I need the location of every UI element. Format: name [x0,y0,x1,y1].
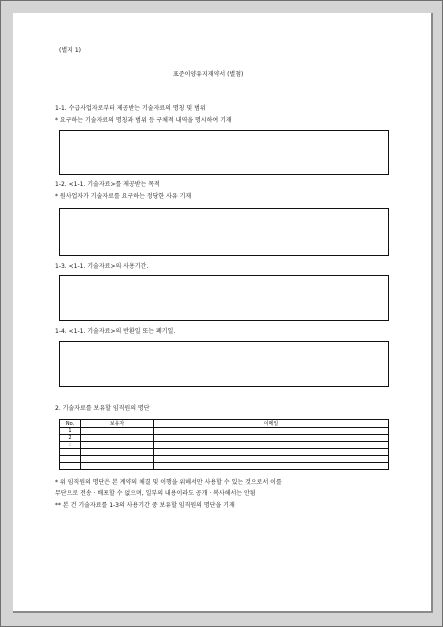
footnote-2: ** 본 건 기술자료를 1-3의 사용기간 중 보유할 임직원의 명단을 기재 [55,502,235,509]
section-1-1-heading: 1-1. 수급사업자로부터 제공받는 기술자료의 명칭 및 범위 [55,105,206,112]
section-1-1-input-box[interactable] [59,130,389,175]
table-row [60,463,389,470]
section-1-4-input-box[interactable] [59,341,389,387]
section-1-3-heading: 1-3. <1-1. 기술자료>의 사용기간. [55,263,149,270]
footnote-1-line-1: * 위 임직원의 명단은 본 계약의 체결 및 이행을 위해서만 사용할 수 있는 것으로서 이를 [55,479,282,486]
section-1-4-heading: 1-4. <1-1. 기술자료>의 반환일 또는 폐기일. [55,328,176,335]
table-cell-holder[interactable] [81,456,154,463]
section-1-2-heading: 1-2. <1-1. 기술자료>를 제공받는 목적 [55,181,160,188]
table-cell-holder[interactable] [81,428,154,435]
table-row [60,428,389,435]
table-cell-holder[interactable] [81,463,154,470]
document-title: 표준이양유지재약서 (별첨) [173,71,244,78]
table-cell-email[interactable] [154,428,389,435]
table-row [60,442,389,449]
document-page [13,13,433,613]
table-header-row [60,420,389,428]
column-header-holder: 보유자 [81,420,154,428]
section-1-2-input-box[interactable] [59,208,389,256]
section-1-1-note: * 요구하는 기술자료의 명칭과 범위 등 구체적 내역을 명시하여 기재 [55,117,232,124]
annex-label: (별지 1) [59,47,81,54]
table-row [60,449,389,456]
column-header-email: 이메일 [154,420,389,428]
personnel-table [59,419,389,470]
table-cell-email[interactable] [154,456,389,463]
table-cell-no: 2 [60,435,81,442]
footnote-1-line-2: 무단으로 전송 · 배포할 수 없으며, 일부의 내용이라도 공개 · 복사해서는 안됨 [55,490,256,497]
table-cell-no: : [60,442,81,449]
table-cell-email[interactable] [154,442,389,449]
section-1-2-note: * 원사업자가 기술자료를 요구하는 정당한 사유 기재 [55,193,192,200]
table-cell-no [60,449,81,456]
table-cell-no: 1 [60,428,81,435]
table-cell-holder[interactable] [81,442,154,449]
table-cell-holder[interactable] [81,435,154,442]
table-cell-no [60,456,81,463]
section-1-3-input-box[interactable] [59,275,389,321]
column-header-no: No. [60,420,81,428]
table-row [60,456,389,463]
table-row [60,435,389,442]
table-cell-email[interactable] [154,449,389,456]
table-cell-email[interactable] [154,463,389,470]
section-2-heading: 2. 기술자료를 보유할 임직원의 명단 [55,405,150,412]
table-cell-email[interactable] [154,435,389,442]
table-cell-holder[interactable] [81,449,154,456]
table-cell-no [60,463,81,470]
